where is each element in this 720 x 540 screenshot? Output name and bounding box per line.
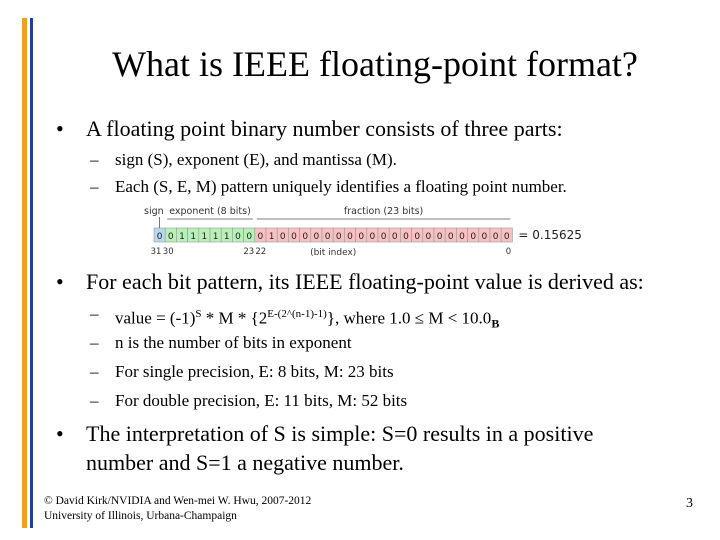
bit-value: 0 xyxy=(291,232,297,242)
fraction-label: fraction (23 bits) xyxy=(343,206,424,217)
footer-copyright: © David Kirk/NVIDIA and Wen-mei W. Hwu, 2007-2012 University of Illinois, Urbana-Champaign xyxy=(44,495,312,522)
bit-value: 0 xyxy=(302,232,309,242)
tick-30: 30 xyxy=(162,247,174,257)
bit-value: 0 xyxy=(447,232,454,242)
bit-value: 0 xyxy=(380,232,387,242)
bit-value: 0 xyxy=(156,232,163,242)
bullet-dot: • xyxy=(56,421,64,446)
value-formula: value = $(-1)^S$ * M * $\{2^{E-(2\^{}(n-1)-1)}\}$, where $1.0 \le M < 10.0_B$ xyxy=(115,308,500,331)
sign-label: sign xyxy=(144,206,164,217)
bit-value: 0 xyxy=(459,232,465,242)
bit-value: 0 xyxy=(481,232,488,242)
exponent-label: exponent (8 bits) xyxy=(169,206,251,217)
bit-value: 0 xyxy=(313,232,320,242)
bit-value: 1 xyxy=(223,232,230,242)
bullet-dot: • xyxy=(56,116,64,141)
bit-layout-svg xyxy=(142,203,602,265)
bit-value: 0 xyxy=(470,232,477,242)
bit-value: 0 xyxy=(403,232,409,242)
bit-value: 0 xyxy=(492,232,499,242)
tick-23: 23 xyxy=(243,247,255,257)
bullet-3-line-1: The interpretation of S is simple: S=0 results in a positive xyxy=(86,421,594,446)
bit-value: 0 xyxy=(235,232,241,242)
page-number: 3 xyxy=(686,496,693,511)
bit-value: 0 xyxy=(369,232,376,242)
bit-value: 1 xyxy=(201,232,208,242)
bit-value: 0 xyxy=(503,232,510,242)
bit-value: 0 xyxy=(425,232,432,242)
bit-value: 0 xyxy=(414,232,421,242)
bit-value: 0 xyxy=(167,232,174,242)
bullet-3-line-2: number and S=1 a negative number. xyxy=(86,450,404,475)
bit-value: 1 xyxy=(179,232,185,242)
accent-bar-blue xyxy=(30,18,33,528)
bit-index-label: (bit index) xyxy=(310,248,357,258)
bit-value: 0 xyxy=(335,232,342,242)
bit-value: 0 xyxy=(279,232,286,242)
bit-value: 0 xyxy=(358,232,365,242)
bit-value: 0 xyxy=(391,232,398,242)
tick-22: 22 xyxy=(255,247,267,257)
slide-title: What is IEEE floating-point format? xyxy=(112,44,638,84)
bullet-dot: • xyxy=(56,269,64,294)
tick-0: 0 xyxy=(505,247,512,257)
bullet-2-text: For each bit pattern, its IEEE floating-point value is derived as: xyxy=(86,269,644,294)
bit-value: 0 xyxy=(347,232,353,242)
result-value: = 0.15625 xyxy=(518,228,582,242)
bit-value: 0 xyxy=(436,232,443,242)
tick-31: 31 xyxy=(150,247,162,257)
float-bit-diagram xyxy=(142,203,602,265)
accent-bar-orange xyxy=(22,18,27,528)
bit-value: 0 xyxy=(246,232,253,242)
bit-value: 0 xyxy=(324,232,331,242)
bit-value: 1 xyxy=(212,232,219,242)
bit-value: 1 xyxy=(190,232,197,242)
bit-value: 0 xyxy=(257,232,264,242)
bit-value: 1 xyxy=(268,232,275,242)
bullet-1-text: A floating point binary number consists of three parts: xyxy=(86,116,563,141)
